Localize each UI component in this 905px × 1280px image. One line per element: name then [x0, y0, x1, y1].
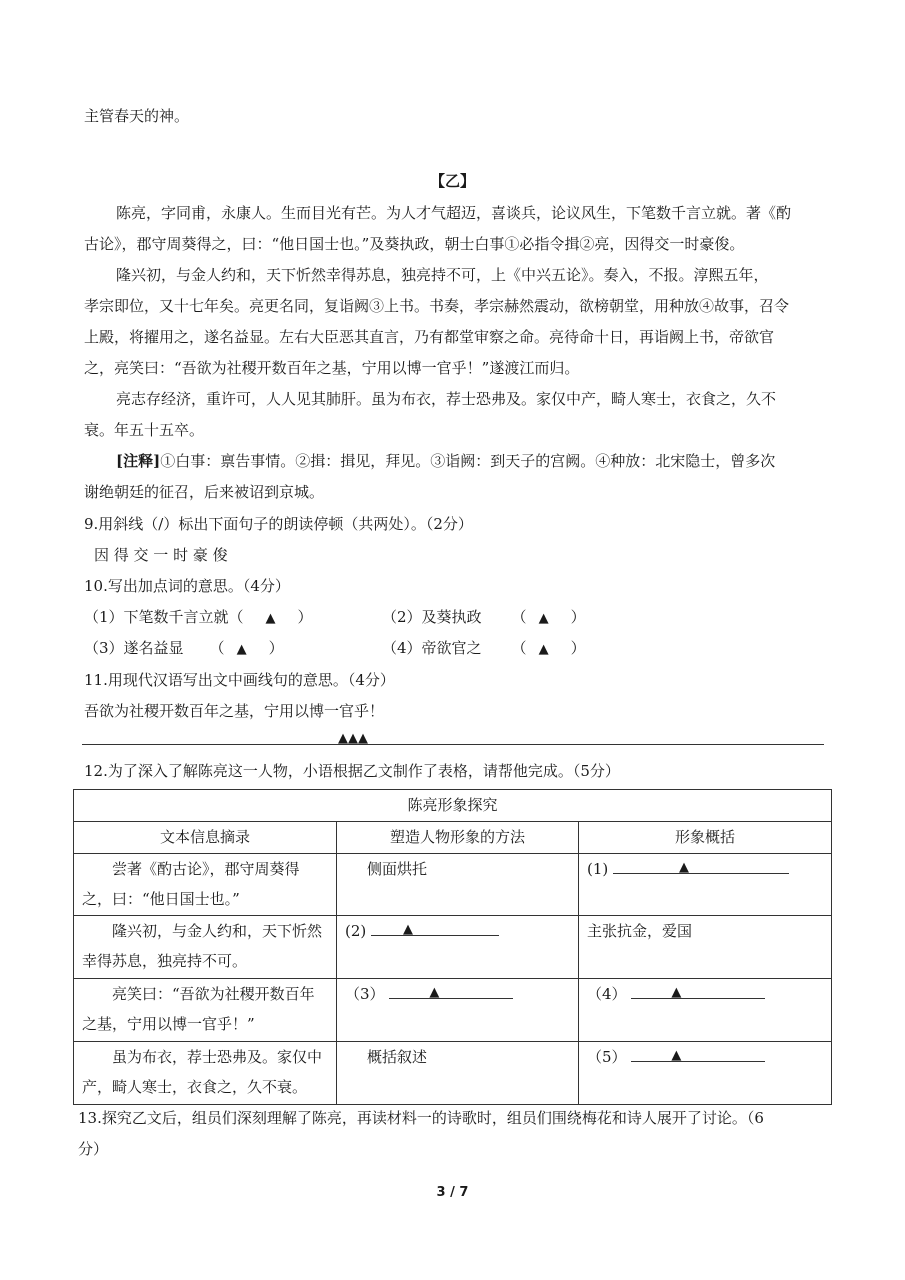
question-11: 11.用现代汉语写出文中画线句的意思。（4分）	[84, 671, 395, 689]
table-cell-summary: 主张抗金，爱国	[579, 916, 832, 979]
answer-line	[82, 744, 824, 745]
answer-triangle: ▲	[679, 860, 690, 875]
answer-triangle: ▲	[265, 611, 276, 626]
table-cell-method: 概括叙述	[337, 1042, 579, 1105]
question-13: 13.探究乙文后，组员们深刻理解了陈亮，再读材料一的诗歌时，组员们围绕梅花和诗人展开了讨论。（6	[78, 1109, 764, 1127]
q11-sentence: 吾欲为社稷开数百年之基，宁用以博一官乎！	[84, 702, 385, 720]
top-line: 主管春天的神。	[84, 107, 190, 125]
table-cell-method: 侧面烘托	[337, 854, 579, 916]
table-row	[74, 1042, 832, 1105]
answer-blank[interactable]	[613, 855, 789, 874]
table-header: 形象概括	[579, 822, 832, 854]
table-cell-text: 尝著《酌古论》，郡守周葵得之，曰：“他日国士也。”	[74, 854, 337, 916]
answer-blank[interactable]	[389, 980, 513, 999]
q10-item-2: （2）及葵执政 （ ▲ ）	[382, 608, 586, 626]
table-header: 文本信息摘录	[74, 822, 337, 854]
question-9: 9.用斜线（/）标出下面句子的朗读停顿（共两处）。（2分）	[84, 515, 473, 533]
passage-line: 孝宗即位，又十七年矣。亮更名同，复诣阙③上书。书奏，孝宗赫然震动，欲榜朝堂，用种放④故事，召令	[84, 297, 790, 315]
table-cell-method[interactable]: (2) ▲	[337, 916, 579, 979]
annotation-label: [注释]	[116, 452, 161, 470]
table-row	[74, 916, 832, 979]
passage-line: 衰。年五十五卒。	[84, 421, 205, 439]
answer-blank[interactable]	[371, 917, 499, 936]
table-cell-method[interactable]: （3） ▲	[337, 979, 579, 1042]
question-10: 10.写出加点词的意思。（4分）	[84, 577, 290, 595]
table-cell-text: 亮笑曰：“吾欲为社稷开数百年之基，宁用以博一官乎！”	[74, 979, 337, 1042]
table-cell-text: 隆兴初，与金人约和，天下忻然幸得苏息，独亮持不可。	[74, 916, 337, 979]
q10-item-4: （4）帝欲官之 （ ▲ ）	[382, 639, 586, 657]
table-title: 陈亮形象探究	[74, 790, 832, 822]
table-cell-summary[interactable]: (1) ▲	[579, 854, 832, 916]
passage-line: 上殿，将擢用之，遂名益显。左右大臣恶其直言，乃有都堂审察之命。亮待命十日，再诣阙上书，帝欲官	[84, 328, 775, 346]
passage-line: 古论》，郡守周葵得之，曰：“他日国士也。”及葵执政，朝士白事①必指令揖②亮，因得交一时豪俊。	[84, 235, 745, 253]
answer-triangle: ▲	[671, 985, 682, 1000]
annotation-cont: 谢绝朝廷的征召，后来被诏到京城。	[84, 483, 325, 501]
annotation	[116, 451, 775, 471]
question-12: 12.为了深入了解陈亮这一人物，小语根据乙文制作了表格，请帮他完成。（5分）	[84, 762, 620, 780]
table-header: 塑造人物形象的方法	[337, 822, 579, 854]
answer-triangle: ▲	[429, 985, 440, 1000]
q9-sentence: 因 得 交 一 时 豪 俊	[94, 546, 228, 564]
table-row	[74, 979, 832, 1042]
answer-blank[interactable]	[631, 1043, 765, 1062]
answer-triangle: ▲	[538, 611, 549, 626]
passage-line: 之，亮笑曰：“吾欲为社稷开数百年之基，宁用以博一官乎！”遂渡江而归。	[84, 359, 580, 377]
question-13-cont: 分）	[78, 1140, 109, 1158]
passage-line: 隆兴初，与金人约和，天下忻然幸得苏息，独亮持不可，上《中兴五论》。奏入，不报。淳熙五年，	[116, 266, 769, 284]
q10-item-1: （1）下笔数千言立就（ ▲ ）	[84, 608, 313, 626]
answer-line-mark: ▲▲▲	[338, 731, 368, 746]
answer-triangle: ▲	[236, 642, 247, 657]
table-cell-summary[interactable]: （4） ▲	[579, 979, 832, 1042]
profile-table	[73, 789, 832, 1105]
answer-triangle: ▲	[538, 642, 549, 657]
page-number: 3 / 7	[436, 1185, 469, 1200]
passage-line: 陈亮，字同甫，永康人。生而目光有芒。为人才气超迈，喜谈兵，论议风生，下笔数千言立就。著《酌	[116, 204, 792, 222]
passage-line: 亮志存经济，重许可，人人见其肺肝。虽为布衣，荐士恐弗及。家仅中产，畸人寒士，衣食之，久不	[116, 390, 777, 408]
answer-blank[interactable]	[631, 980, 765, 999]
section-title: 【乙】	[429, 172, 475, 190]
annotation-text: ①白事：禀告事情。②揖：揖见，拜见。③诣阙：到天子的宫阙。④种放：北宋隐士，曾多次	[160, 452, 776, 470]
q10-item-3: （3）遂名益显 （ ▲ ）	[84, 639, 284, 657]
table-cell-text: 虽为布衣，荐士恐弗及。家仅中产，畸人寒士，衣食之，久不衰。	[74, 1042, 337, 1105]
table-row	[74, 854, 832, 916]
table-cell-summary[interactable]: （5） ▲	[579, 1042, 832, 1105]
answer-triangle: ▲	[671, 1048, 682, 1063]
answer-triangle: ▲	[403, 922, 414, 937]
